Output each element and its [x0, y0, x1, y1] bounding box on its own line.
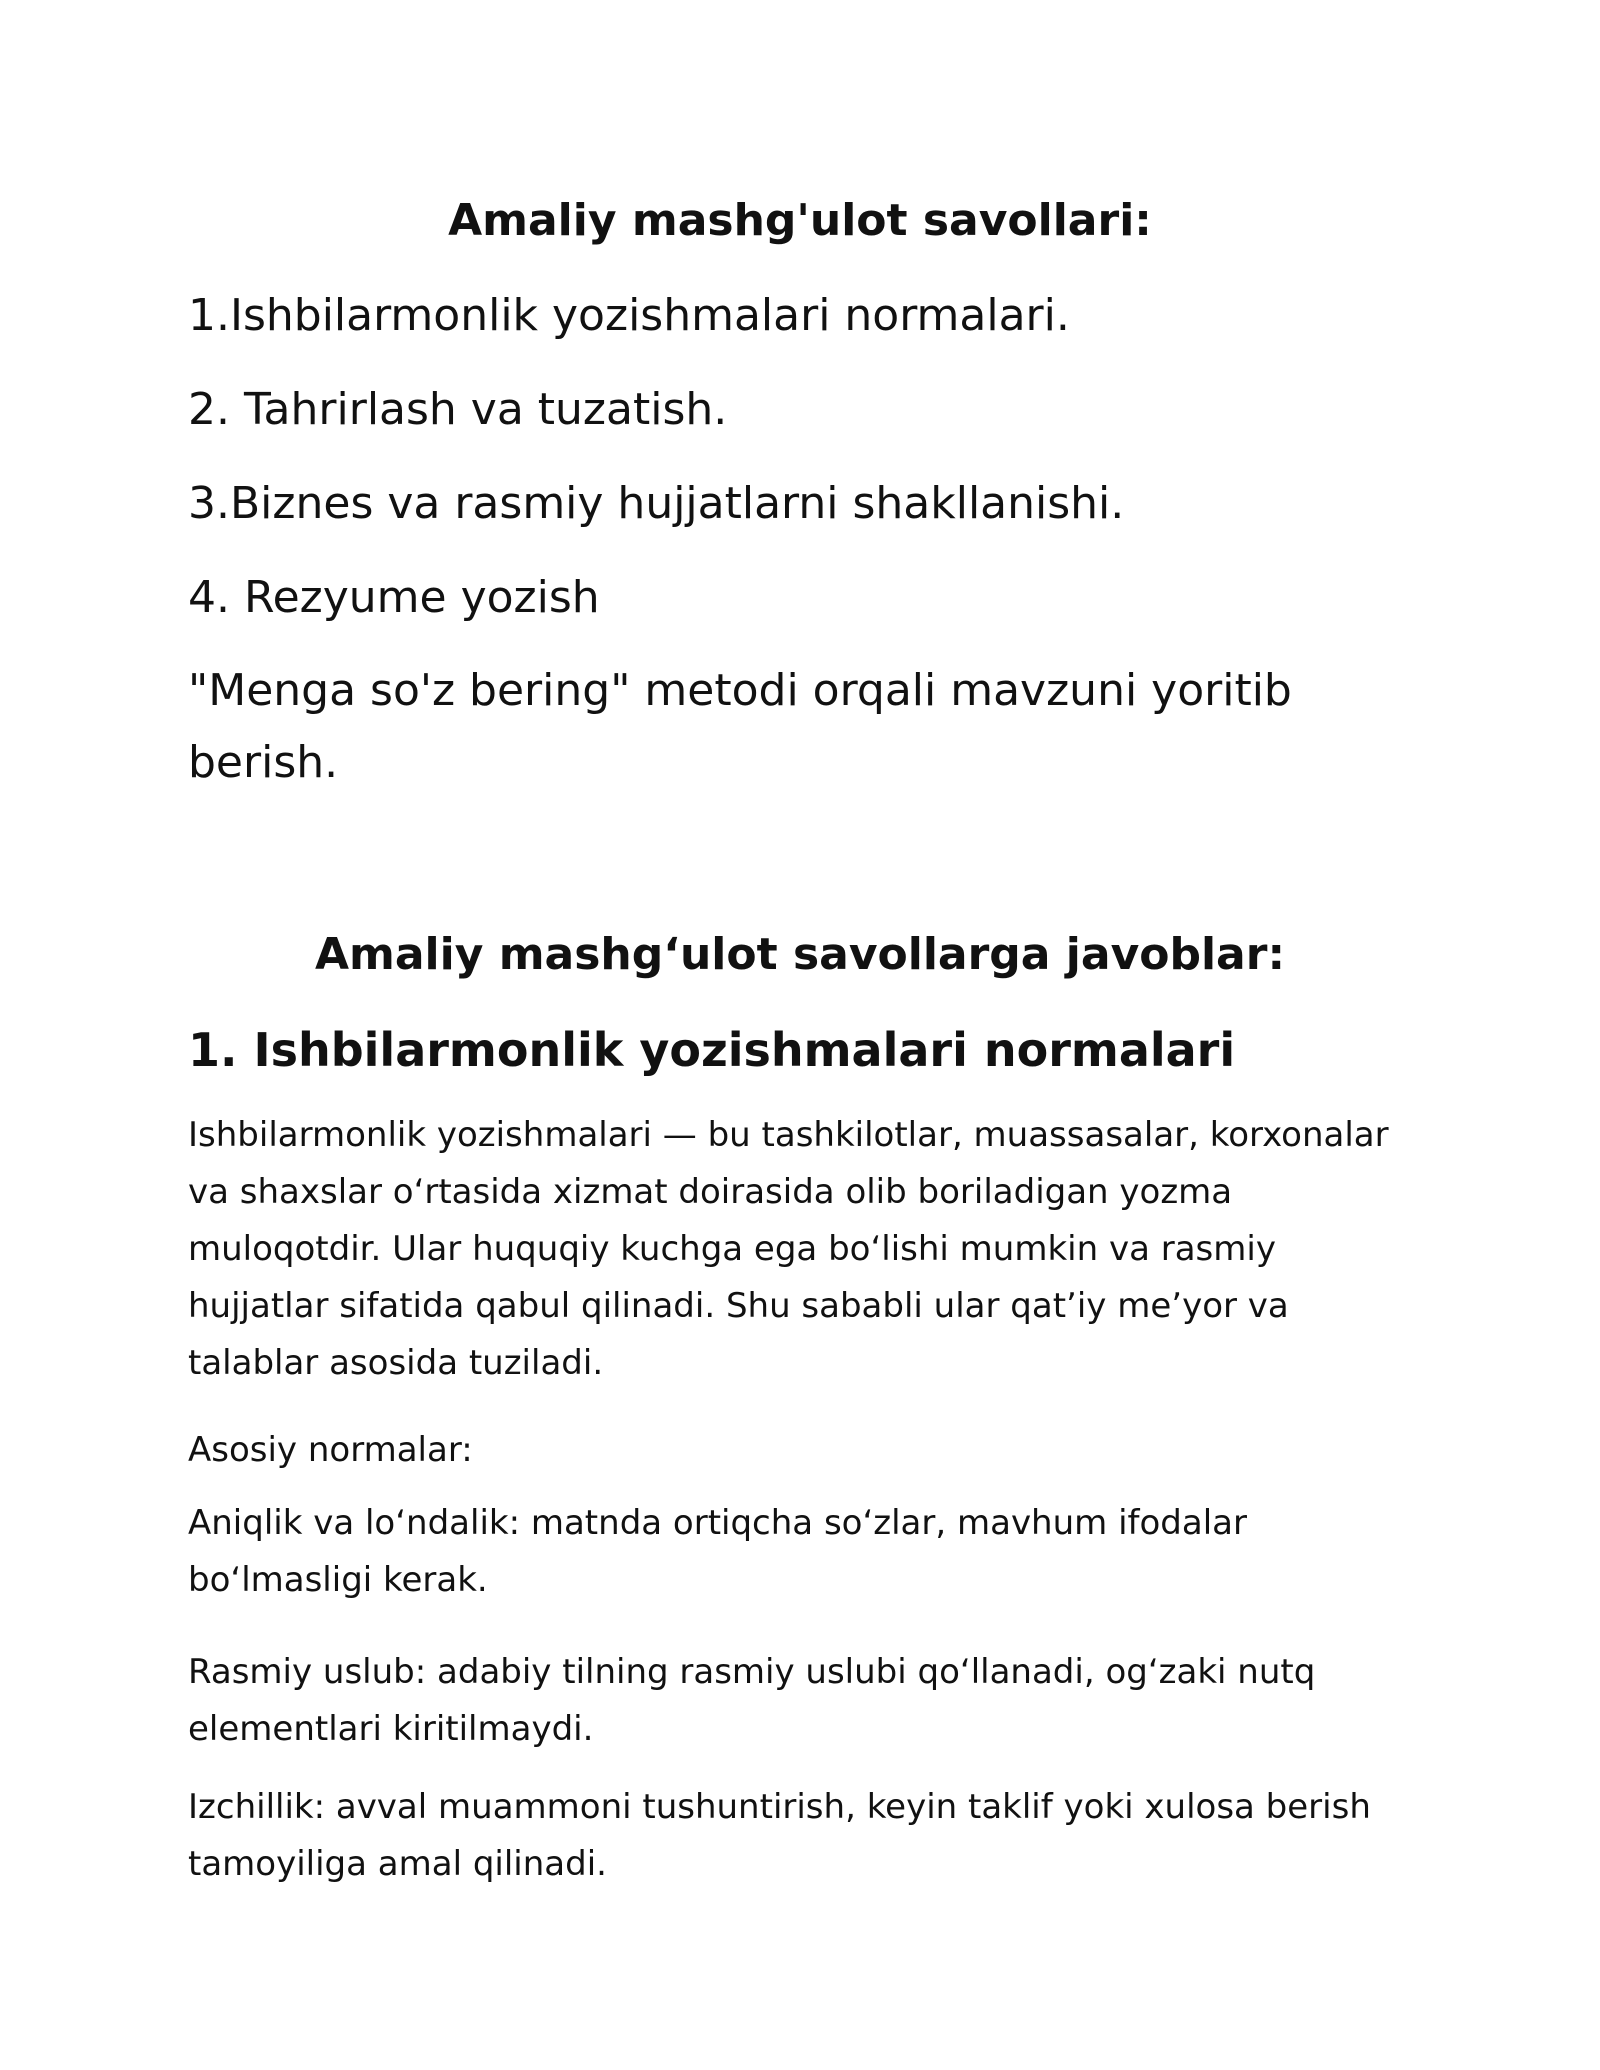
answers-title: Amaliy mashg‘ulot savollarga javoblar:	[314, 929, 1286, 980]
norm-item-3: Izchillik: avval muammoni tushuntirish, keyin taklif yoki xulosa berish tamoyiliga amal qilinadi.	[188, 1787, 1371, 1884]
question-item-1: 1.Ishbilarmonlik yozishmalari normalari.	[188, 290, 1070, 341]
questions-title: Amaliy mashg'ulot savollari:	[448, 195, 1152, 246]
question-item-2: 2. Tahrirlash va tuzatish.	[188, 384, 728, 435]
norms-label: Asosiy normalar:	[188, 1430, 473, 1470]
method-note: "Menga so'z bering" metodi orqali mavzuni yoritib berish.	[188, 665, 1292, 788]
intro-paragraph: Ishbilarmonlik yozishmalari — bu tashkilotlar, muassasalar, korxonalar va shaxslar o‘rtasida xizmat doirasida olib boriladigan yozma muloqotdir. Ular huquqiy kuchga ega bo‘lishi mumkin va rasmiy hujjatlar sifatida qabul qilinadi. Shu sababli ular qat’iy me’yor va talablar asosida tuziladi.	[188, 1115, 1389, 1383]
question-item-4: 4. Rezyume yozish	[188, 572, 600, 623]
norm-item-2: Rasmiy uslub: adabiy tilning rasmiy uslubi qo‘llanadi, og‘zaki nutq elementlari kiritilmaydi.	[188, 1652, 1316, 1749]
section-heading: 1. Ishbilarmonlik yozishmalari normalari	[188, 1023, 1236, 1077]
question-item-3: 3.Biznes va rasmiy hujjatlarni shakllanishi.	[188, 478, 1125, 529]
norm-item-1: Aniqlik va lo‘ndalik: matnda ortiqcha so‘zlar, mavhum ifodalar bo‘lmasligi kerak.	[188, 1503, 1247, 1600]
